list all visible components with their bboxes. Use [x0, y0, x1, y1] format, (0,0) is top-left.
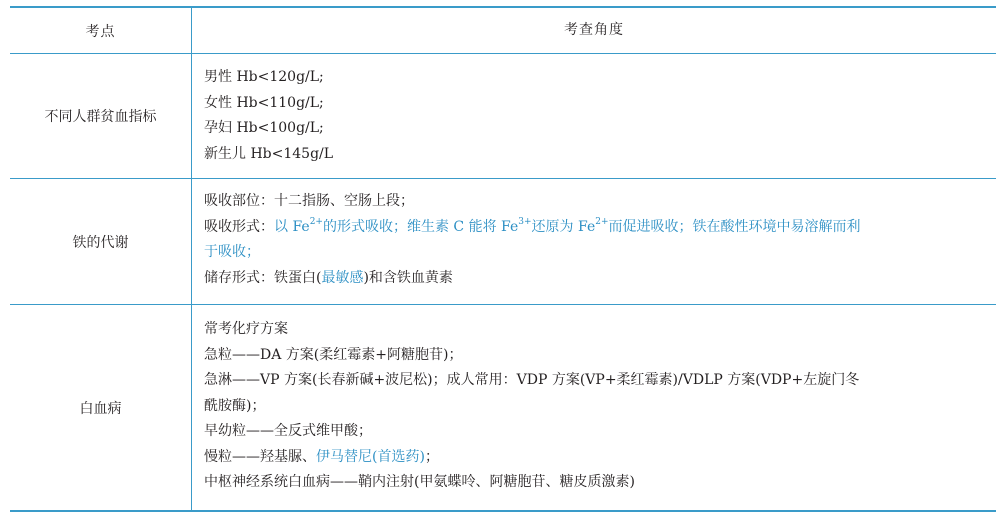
content-line: 新生儿 Hb<145g/L — [204, 145, 334, 162]
content-line: 急粒——DA 方案(柔红霉素+阿糖胞苷)； — [204, 346, 463, 363]
content-line: 酰胺酶)； — [204, 397, 266, 414]
content-line: 男性 Hb<120g/L; — [204, 69, 324, 85]
superscript: 2+ — [595, 216, 609, 227]
header-topic: 考点 — [10, 8, 192, 53]
superscript: 2+ — [309, 216, 323, 227]
content-line — [204, 215, 996, 241]
content-line — [204, 445, 996, 471]
content-line: 中枢神经系统白血病——鞘内注射(甲氨蝶呤、阿糖胞苷、糖皮质激素) — [204, 474, 635, 490]
content-line: 常考化疗方案 — [204, 321, 288, 337]
content-line: 早幼粒——全反式维甲酸； — [204, 423, 372, 439]
highlight-text: 伊马替尼(首选药) — [316, 448, 425, 465]
text-fragment: )和含铁血黄素 — [363, 269, 453, 286]
content-cell — [192, 54, 996, 178]
content-line: 女性 Hb<110g/L; — [204, 94, 324, 111]
content-line: 孕妇 Hb<100g/L; — [204, 120, 324, 136]
text-fragment: 还原为 Fe — [531, 218, 596, 235]
superscript: 3+ — [518, 216, 532, 227]
exam-points-table — [10, 6, 996, 512]
highlight-text: 最敏感 — [321, 269, 364, 286]
content-line: 吸收部位：十二指肠、空肠上段； — [204, 193, 414, 209]
text-fragment: 储存形式：铁蛋白( — [204, 269, 322, 286]
text-fragment: 慢粒——羟基脲、 — [204, 448, 316, 465]
content-cell — [192, 305, 996, 510]
header-angle: 考查角度 — [564, 21, 624, 38]
table-row — [10, 179, 996, 305]
text-fragment: ； — [424, 448, 439, 465]
content-line: 于吸收； — [204, 244, 260, 260]
table-row — [10, 305, 996, 510]
table-row — [10, 54, 996, 179]
content-cell — [192, 179, 996, 304]
highlight-text — [274, 216, 861, 235]
topic-cell: 不同人群贫血指标 — [10, 54, 192, 178]
topic-cell: 白血病 — [10, 305, 192, 510]
text-fragment: 的形式吸收；维生素 C 能将 Fe — [322, 218, 519, 235]
text-fragment: 而促进吸收；铁在酸性环境中易溶解而利 — [608, 218, 861, 235]
table-header-row — [10, 8, 996, 54]
label-text: 吸收形式： — [204, 218, 274, 235]
topic-cell: 铁的代谢 — [10, 179, 192, 304]
content-line — [204, 266, 996, 292]
text-fragment: 以 Fe — [274, 218, 310, 235]
content-line: 急淋——VP 方案(长春新碱+波尼松)；成人常用：VDP 方案(VP+柔红霉素)/VDLP 方案(VDP+左旋门冬 — [204, 372, 860, 388]
